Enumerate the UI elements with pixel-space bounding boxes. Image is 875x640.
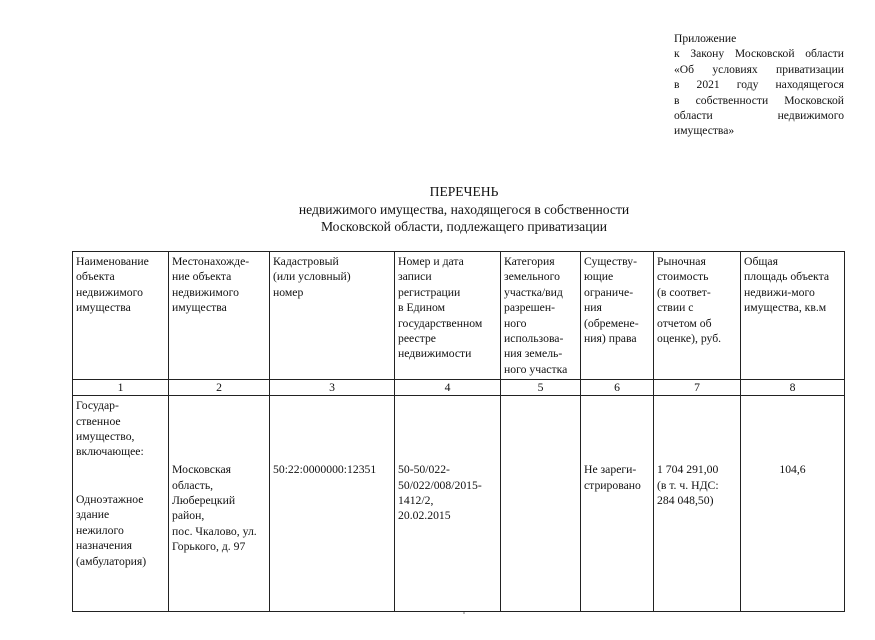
object-location xyxy=(172,462,266,554)
text-line: Существу- xyxy=(584,255,637,268)
text-line: имущества xyxy=(76,301,131,315)
text-line: 1412/2, xyxy=(398,494,434,508)
title-subtitle-line: Московской области, подлежащего приватизации xyxy=(320,219,608,234)
text-line: недвижимого xyxy=(172,285,239,299)
text-line: (в соответ- xyxy=(657,285,711,299)
appendix-line: в 2021 году находящегося xyxy=(674,78,844,92)
text-line: ствии с xyxy=(657,301,694,315)
text-line: отчетом об xyxy=(657,316,712,330)
text-line: земельного xyxy=(504,270,560,284)
header-registration xyxy=(395,252,501,380)
text-line: объекта xyxy=(76,270,115,284)
text-line: Московская xyxy=(172,463,232,477)
text-line: регистрации xyxy=(398,285,461,299)
text-line: недвижи-мого xyxy=(744,285,815,299)
text-line: ния xyxy=(584,301,602,315)
cell-encumbrance xyxy=(581,396,654,612)
appendix-line: к Закону Московской области xyxy=(674,47,844,61)
text-line: (обремене- xyxy=(584,316,639,330)
cell-market-value xyxy=(654,396,741,612)
column-number: 7 xyxy=(654,380,741,396)
text-line: имущество, xyxy=(76,430,135,444)
text-line: государственном xyxy=(398,316,483,330)
text-line: (в т. ч. НДС: xyxy=(657,478,719,492)
text-line: 284 048,50) xyxy=(657,494,714,508)
column-number: 8 xyxy=(741,380,845,396)
text-line: Общая xyxy=(744,255,778,268)
scan-speck xyxy=(463,612,465,614)
text-line: район, xyxy=(172,509,205,523)
text-line: Категория xyxy=(504,255,555,268)
text-line: Номер и дата xyxy=(398,255,464,268)
text-line: Горького, д. 97 xyxy=(172,540,246,554)
text-line: Рыночная xyxy=(657,255,706,268)
cell-area xyxy=(741,396,845,612)
text-line: назначения xyxy=(76,539,132,553)
column-number: 1 xyxy=(73,380,169,396)
encumbrance-status xyxy=(584,462,650,493)
text-line: область, xyxy=(172,478,214,492)
column-number: 3 xyxy=(270,380,395,396)
property-table xyxy=(72,251,845,612)
cell-cadastral xyxy=(270,396,395,612)
object-name xyxy=(76,492,165,569)
text-line: Люберецкий xyxy=(172,494,236,508)
header-cadastral xyxy=(270,252,395,380)
text-line: Одноэтажное xyxy=(76,492,144,506)
text-line: использова- xyxy=(504,332,564,346)
text-line: Местонахожде- xyxy=(172,255,250,268)
text-line: включающее: xyxy=(76,445,144,459)
document-title xyxy=(0,183,875,236)
column-number: 6 xyxy=(581,380,654,396)
header-area xyxy=(741,252,845,380)
text-line: оценке), руб. xyxy=(657,332,722,346)
cell-name xyxy=(73,396,169,612)
text-line: ственное xyxy=(76,414,121,428)
text-line: имущества xyxy=(172,301,227,315)
header-name xyxy=(73,252,169,380)
header-market-value xyxy=(654,252,741,380)
text-line: стрировано xyxy=(584,478,641,492)
appendix-line: «Об условиях приватизации xyxy=(674,62,844,76)
appendix-line: области недвижимого xyxy=(674,109,844,123)
column-number-row xyxy=(73,380,845,396)
text-line: стоимость xyxy=(657,270,709,284)
cadastral-number: 50:22:0000000:12351 xyxy=(273,463,377,477)
group-label xyxy=(76,398,165,460)
title-subtitle-line: недвижимого имущества, находящегося в собственности xyxy=(298,201,630,217)
text-line: участка/вид xyxy=(504,285,563,299)
text-line: (или условный) xyxy=(273,270,351,284)
cell-land-category xyxy=(501,396,581,612)
text-line: ния) права xyxy=(584,332,637,346)
text-line: разрешен- xyxy=(504,301,556,315)
header-encumbrance xyxy=(581,252,654,380)
text-line: 50/022/008/2015- xyxy=(398,478,482,492)
table-header-row xyxy=(73,252,845,380)
column-number: 4 xyxy=(395,380,501,396)
appendix-line: имущества» xyxy=(674,124,735,138)
text-line: ограниче- xyxy=(584,285,634,299)
text-line: номер xyxy=(273,285,304,299)
market-value xyxy=(657,462,737,508)
header-land-category xyxy=(501,252,581,380)
text-line: имущества, кв.м xyxy=(744,301,827,315)
text-line: здание xyxy=(76,508,110,522)
header-location xyxy=(169,252,270,380)
appendix-note xyxy=(674,31,844,139)
text-line: ние объекта xyxy=(172,270,232,284)
appendix-line: Приложение xyxy=(674,32,737,45)
text-line: ния земель- xyxy=(504,347,563,361)
column-number: 2 xyxy=(169,380,270,396)
title-heading: ПЕРЕЧЕНЬ xyxy=(429,184,499,199)
appendix-line: в собственности Московской xyxy=(674,93,844,107)
text-line: 1 704 291,00 xyxy=(657,463,719,477)
text-line: Государ- xyxy=(76,399,119,413)
column-number: 5 xyxy=(501,380,581,396)
text-line: Не зареги- xyxy=(584,463,637,477)
text-line: ного участка xyxy=(504,362,568,376)
text-line: пос. Чкалово, ул. xyxy=(172,524,257,538)
cell-location xyxy=(169,396,270,612)
text-line: площадь объекта xyxy=(744,270,830,284)
text-line: нежилого xyxy=(76,523,124,537)
text-line: ного xyxy=(504,316,527,330)
text-line: Наименование xyxy=(76,255,149,268)
object-area: 104,6 xyxy=(779,463,806,477)
registration-record xyxy=(398,462,497,524)
text-line: в Едином xyxy=(398,301,446,315)
text-line: ющие xyxy=(584,270,614,284)
table-row xyxy=(73,396,845,612)
text-line: 20.02.2015 xyxy=(398,509,451,523)
text-line: недвижимого xyxy=(76,285,143,299)
text-line: записи xyxy=(398,270,432,284)
text-line: Кадастровый xyxy=(273,255,339,268)
text-line: реестре xyxy=(398,332,436,346)
text-line: (амбулатория) xyxy=(76,554,147,568)
text-line: 50-50/022- xyxy=(398,463,450,477)
text-line: недвижимости xyxy=(398,347,472,361)
cell-registration xyxy=(395,396,501,612)
